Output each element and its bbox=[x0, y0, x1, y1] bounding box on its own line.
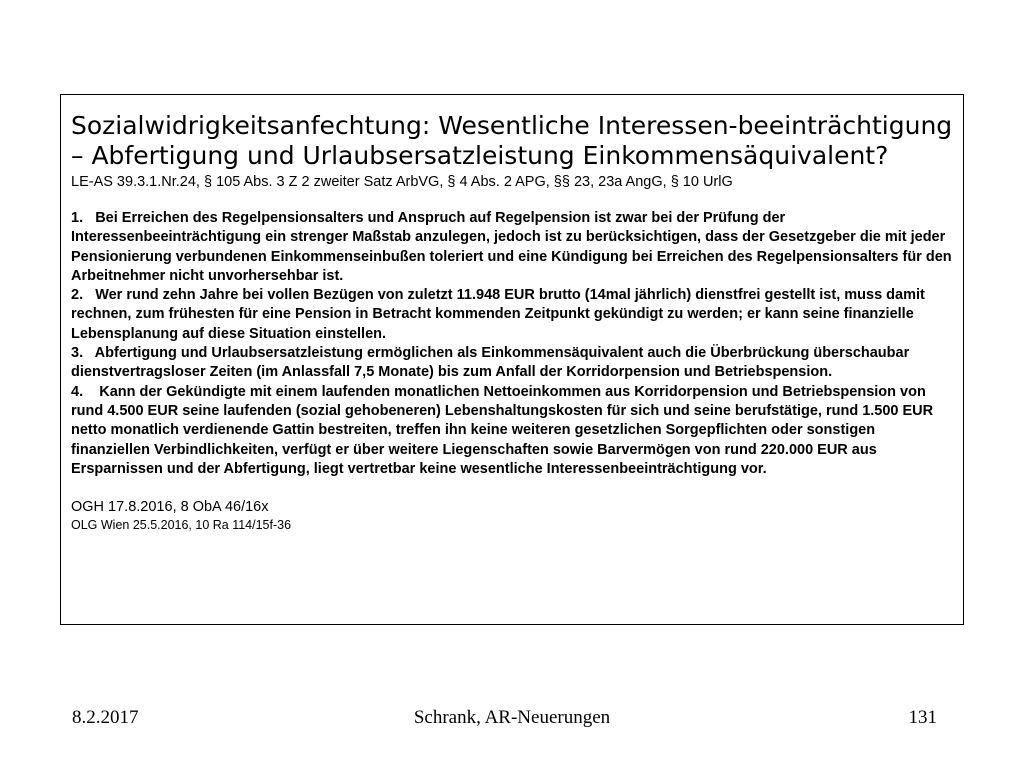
court-decision-sub: OLG Wien 25.5.2016, 10 Ra 114/15f-36 bbox=[71, 518, 292, 533]
court-decision-main: OGH 17.8.2016, 8 ObA 46/16x bbox=[71, 499, 269, 516]
footer-author: Schrank, AR-Neuerungen bbox=[413, 707, 611, 728]
footer-page-number: 131 bbox=[908, 707, 937, 728]
point-text: Kann der Gekündigte mit einem laufenden monatlichen Nettoeinkommen aus Korridorpension und Betriebspension von rund 4.500 EUR seine laufenden (sozial gehobeneren) Lebenshaltungskosten für sich und seine berufstätige, rund 1.500 EUR netto monatlich verdienende Gattin bestreiten, treffen ihn keine weiteren gesetzlichen Sorgepflichten oder sonstigen finanziellen Verbindlichkeiten, verfügt er über weitere Liegenschaften sowie Barvermögen von rund 220.000 EUR aus Ersparnissen und der Abfertigung, liegt vertretbar keine wesentliche Interessenbeeinträchtigung vor. bbox=[71, 383, 934, 477]
point-number: 3. bbox=[71, 345, 84, 362]
footer-date: 8.2.2017 bbox=[72, 707, 139, 728]
point-number: 1. bbox=[71, 210, 84, 226]
legal-citation: LE-AS 39.3.1.Nr.24, § 105 Abs. 3 Z 2 zweiter Satz ArbVG, § 4 Abs. 2 APG, §§ 23, 23a AngG, § 10 UrlG bbox=[71, 174, 733, 190]
point-4 bbox=[71, 383, 953, 479]
point-2 bbox=[71, 286, 953, 344]
point-text: Abfertigung und Urlaubsersatzleistung ermöglichen als Einkommensäquivalent auch die Überbrückung überschaubar dienstvertragsloser Zeiten (im Anlassfall 7,5 Monate) bis zum Anfall der Korridorpension und Betriebspension. bbox=[71, 345, 910, 381]
point-1 bbox=[71, 209, 953, 286]
points-list bbox=[71, 209, 953, 479]
point-number: 2. bbox=[71, 287, 84, 304]
content-box bbox=[60, 94, 964, 625]
point-3 bbox=[71, 344, 953, 383]
point-text: Bei Erreichen des Regelpensionsalters und Anspruch auf Regelpension ist zwar bei der Prüfung der Interessenbeeinträchtigung ein strenger Maßstab anzulegen, jedoch ist zu berücksichtigen, dass der Gesetzgeber die mit jeder Pensionierung verbundenen Einkommenseinbußen toleriert und eine Kündigung bei Erreichen des Regelpensionsalters für den Arbeitnehmer nicht unvorhersehbar ist. bbox=[71, 210, 952, 284]
point-text: Wer rund zehn Jahre bei vollen Bezügen von zuletzt 11.948 EUR brutto (14mal jährlich) dienstfrei gestellt ist, muss damit rechnen, zum frühesten für eine Pension in Betracht kommenden Zeitpunkt gekündigt zu werden; er kann seine finanzielle Lebensplanung auf diese Situation einstellen. bbox=[71, 287, 925, 342]
point-number: 4. bbox=[71, 383, 84, 400]
slide-title: Sozialwidrigkeitsanfechtung: Wesentliche Interessen-beeinträchtigung – Abfertigung und Urlaubsersatzleistung Einkommensäquivalent? bbox=[71, 111, 953, 170]
